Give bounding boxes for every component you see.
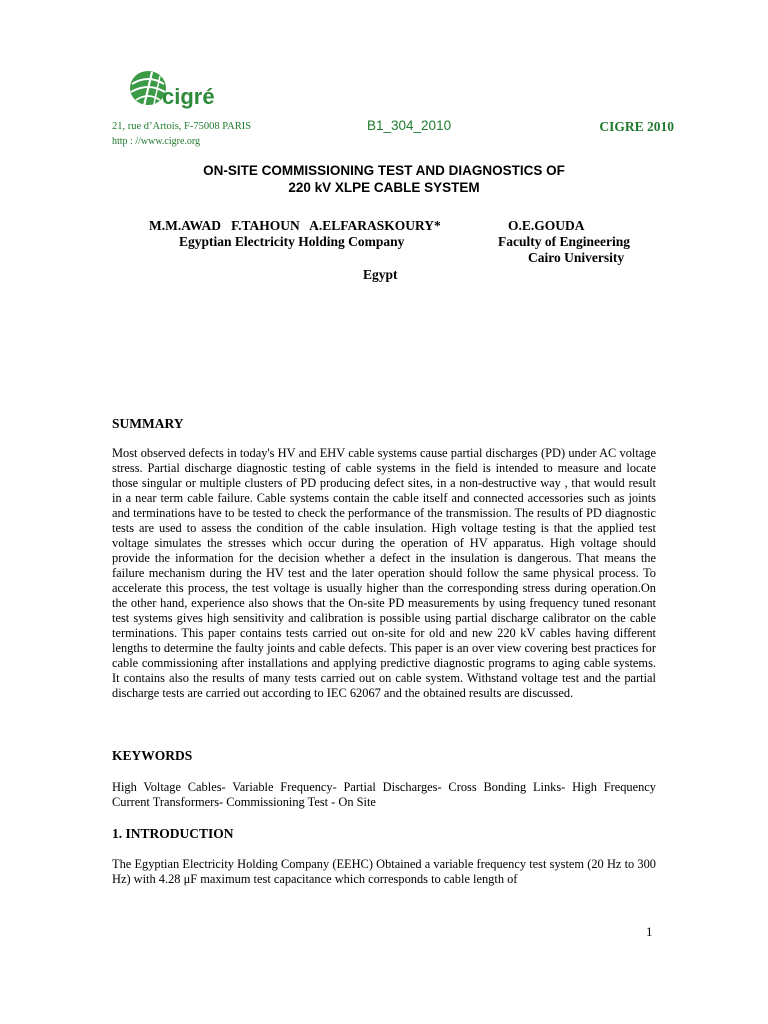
conference-name: CIGRE 2010 xyxy=(599,119,674,134)
affiliation-2-line-2: Cairo University xyxy=(528,250,625,265)
country: Egypt xyxy=(363,267,398,282)
introduction-heading: 1. INTRODUCTION xyxy=(112,826,234,841)
address-text: 21, rue d’Artois, F-75008 PARIS xyxy=(112,121,252,132)
keywords-heading: KEYWORDS xyxy=(112,748,193,763)
authors-group-1: M.M.AWAD F.TAHOUN A.ELFARASKOURY* xyxy=(149,218,441,233)
website-link[interactable]: http : //www.cigre.org xyxy=(112,136,201,147)
page-number: 1 xyxy=(646,924,653,939)
svg-text:cigré: cigré xyxy=(162,84,215,109)
header-row xyxy=(112,118,674,136)
paper-title xyxy=(112,162,656,196)
summary-text: Most observed defects in today's HV and EHV cable systems cause partial discharges (PD) under AC voltage stress. Partial discharge diagnostic testing of cable systems in the field is intended to measure and locate those singular or multiple clusters of PD producing defect sites, in a non-destructive way , that would result in a near term cable failure. Cable systems contain the cable itself and connected accessories such as joints and terminations have to be tested to check the performance of the transmission. The results of PD diagnostic tests are used to assess the condition of the cable insulation. High voltage testing is that the applied test voltage simulates the stresses which occur during the operation of HV apparatus. High voltage should provide the information for the decision whether a defect in the insulation is dangerous. That means the failure mechanism during the HV test and the later operation should follow the same physical process. To accelerate this process, the test voltage is usually higher than the corresponding stress during operation.On the other hand, experience also shows that the On-site PD measurements by using frequency tuned resonant test systems gives high sensitivity and calibration is possible using partial discharge calibrator on the cable terminations. This paper contains tests carried out on-site for old and new 220 kV cables having different lengths to determine the faulty joints and cable defects. This paper is an over view covering best practices for cable commissioning after installations and applying predictive diagnostic programs to aging cable systems. It contains also the results of many tests carried out on cable system. Withstand voltage test and the partial discharge tests are carried out according to IEC 62067 and the obtained results are discussed. xyxy=(112,446,656,700)
title-line-1: ON-SITE COMMISSIONING TEST AND DIAGNOSTICS OF xyxy=(203,163,565,178)
affiliation-1: Egyptian Electricity Holding Company xyxy=(179,234,405,249)
cigre-logo xyxy=(124,66,224,118)
authors-group-2: O.E.GOUDA xyxy=(508,218,585,233)
affiliation-2-line-1: Faculty of Engineering xyxy=(498,234,630,249)
title-line-2: 220 kV XLPE CABLE SYSTEM xyxy=(288,180,480,195)
introduction-text: The Egyptian Electricity Holding Company (EEHC) Obtained a variable frequency test system (20 Hz to 300 Hz) with 4.28 μF maximum test capacitance which corresponds to cable length of xyxy=(112,857,656,886)
paper-id: B1_304_2010 xyxy=(367,118,452,133)
summary-heading: SUMMARY xyxy=(112,416,184,431)
keywords-text: High Voltage Cables- Variable Frequency- Partial Discharges- Cross Bonding Links- High Frequency Current Transformers- Commissioning Test - On Site xyxy=(112,780,656,809)
